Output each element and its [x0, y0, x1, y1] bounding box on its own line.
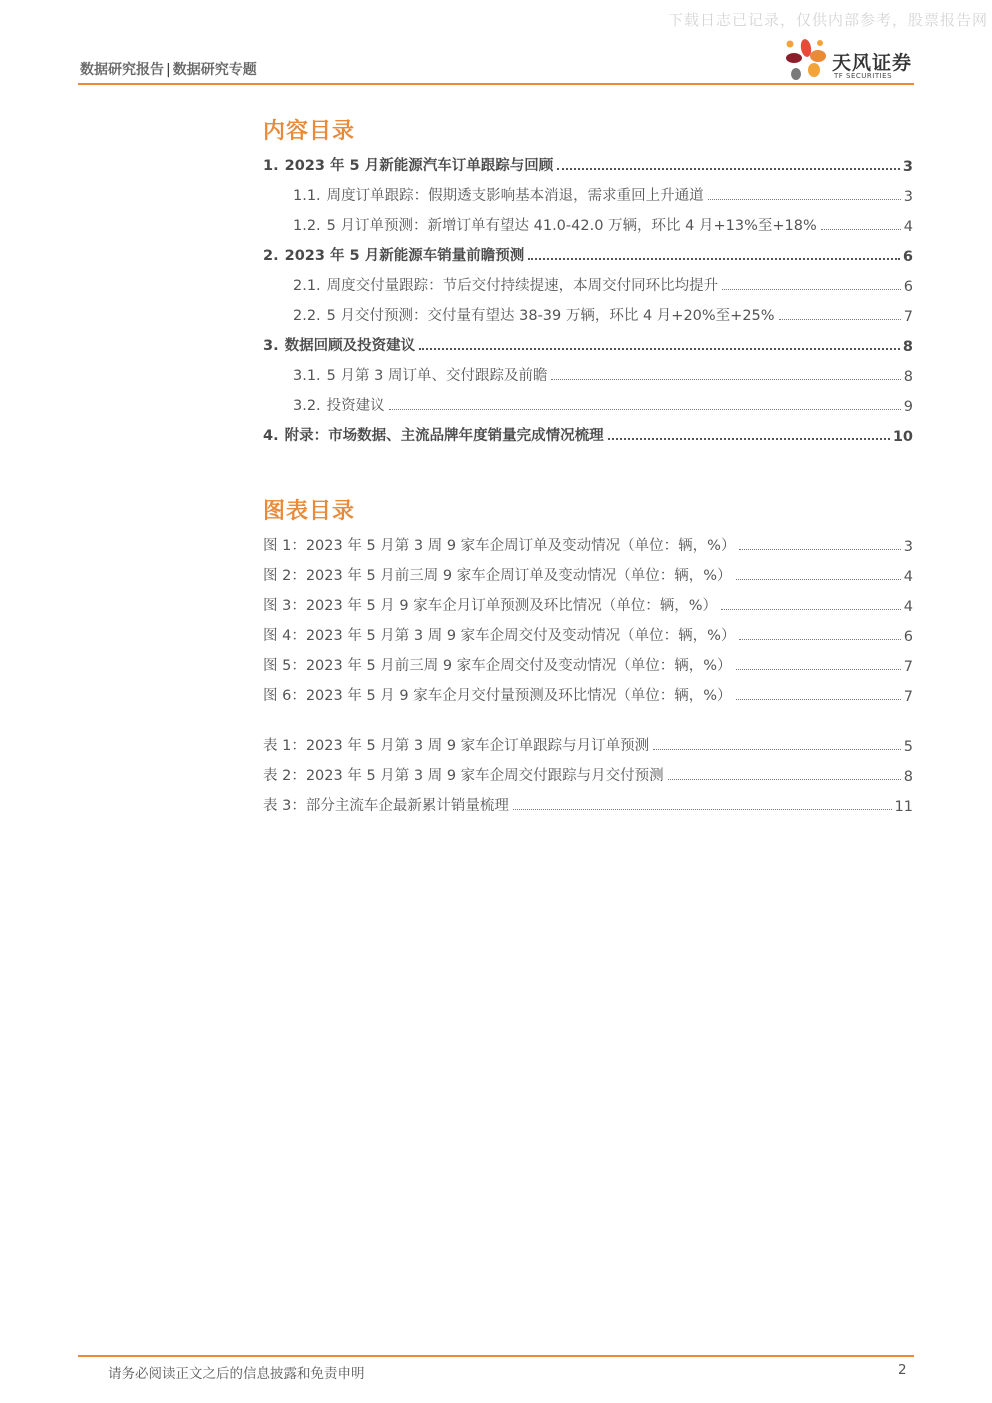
toc-entry-number: 3.: [263, 338, 279, 354]
leader-dots: [557, 168, 900, 170]
figure-entry-label: 图 4：2023 年 5 月第 3 周 9 家车企周交付及变动情况（单位：辆，%）: [263, 628, 736, 644]
toc-entry[interactable]: [293, 183, 913, 205]
toc-entry[interactable]: [293, 213, 913, 235]
figure-entry[interactable]: [263, 683, 913, 705]
table-entry[interactable]: [263, 793, 913, 815]
toc-entry-page: 4: [903, 219, 913, 235]
logo-text-en: TF SECURITIES: [834, 72, 893, 80]
leader-dots: [708, 199, 901, 200]
leader-dots: [779, 319, 901, 320]
toc-entry-number: 1.2.: [293, 218, 321, 234]
toc-entry-number: 2.: [263, 248, 279, 264]
toc-entry-page: 3: [903, 189, 913, 205]
leader-dots: [736, 699, 901, 700]
leader-dots: [389, 409, 901, 410]
figure-entry-page: 4: [903, 569, 913, 585]
logo-text-cn: 天风证券: [832, 52, 913, 74]
toc-entry-label: 周度交付量跟踪：节后交付持续提速，本周交付同环比均提升: [326, 278, 719, 294]
figure-entry-page: 3: [903, 539, 913, 555]
toc-entry-label: 附录：市场数据、主流品牌年度销量完成情况梳理: [284, 428, 604, 444]
toc-entry-label: 2023 年 5 月新能源车销量前瞻预测: [284, 248, 525, 264]
table-entry-label: 表 2：2023 年 5 月第 3 周 9 家车企周交付跟踪与月交付预测: [263, 768, 664, 784]
toc-entry[interactable]: [293, 273, 913, 295]
toc-entry-page: 8: [903, 369, 913, 385]
table-entry[interactable]: [263, 733, 913, 755]
company-logo: [780, 34, 920, 86]
header-rule: [78, 83, 914, 85]
toc-entry-number: 4.: [263, 428, 279, 444]
toc-entry[interactable]: [263, 243, 913, 265]
toc-title: 内容目录: [263, 119, 356, 144]
figure-entry[interactable]: [263, 593, 913, 615]
page-number: 2: [898, 1362, 907, 1378]
leader-dots: [739, 639, 900, 640]
leader-dots: [721, 609, 901, 610]
toc-entry-page: 9: [903, 399, 913, 415]
toc-entry-page: 10: [892, 429, 913, 445]
table-entry[interactable]: [263, 763, 913, 785]
toc-entry-number: 1.: [263, 158, 279, 174]
header-separator: |: [166, 62, 171, 78]
toc-entry-page: 6: [902, 249, 913, 265]
table-entry-page: 5: [903, 739, 913, 755]
figure-entry-label: 图 5：2023 年 5 月前三周 9 家车企周交付及变动情况（单位：辆，%）: [263, 658, 732, 674]
toc-entry-label: 5 月第 3 周订单、交付跟踪及前瞻: [326, 368, 548, 384]
figure-entry[interactable]: [263, 533, 913, 555]
figure-entry-label: 图 1：2023 年 5 月第 3 周 9 家车企周订单及变动情况（单位：辆，%）: [263, 538, 736, 554]
footer-rule: [78, 1355, 914, 1357]
report-category: [80, 59, 257, 79]
figure-entry-page: 7: [903, 689, 913, 705]
leader-dots: [608, 438, 890, 440]
toc-entry-page: 8: [902, 339, 913, 355]
leader-dots: [736, 579, 901, 580]
figure-entry-page: 7: [903, 659, 913, 675]
leader-dots: [513, 809, 892, 810]
toc-entry-label: 5 月交付预测：交付量有望达 38-39 万辆，环比 4 月+20%至+25%: [326, 308, 775, 324]
table-entry-page: 8: [903, 769, 913, 785]
table-entry-label: 表 3：部分主流车企最新累计销量梳理: [263, 798, 509, 814]
figure-entry-label: 图 2：2023 年 5 月前三周 9 家车企周订单及变动情况（单位：辆，%）: [263, 568, 732, 584]
toc-entry-label: 投资建议: [326, 398, 385, 414]
leader-dots: [668, 779, 901, 780]
leader-dots: [528, 258, 900, 260]
toc-entry[interactable]: [293, 393, 913, 415]
figure-entry[interactable]: [263, 653, 913, 675]
toc-entry-number: 3.2.: [293, 398, 321, 414]
toc-entry-label: 周度订单跟踪：假期透支影响基本消退，需求重回上升通道: [326, 188, 704, 204]
figure-entry-page: 6: [903, 629, 913, 645]
toc-entry-number: 2.2.: [293, 308, 321, 324]
table-entry-label: 表 1：2023 年 5 月第 3 周 9 家车企订单跟踪与月订单预测: [263, 738, 650, 754]
toc-entry[interactable]: [263, 153, 913, 175]
leader-dots: [736, 669, 901, 670]
leader-dots: [739, 549, 900, 550]
leader-dots: [722, 289, 901, 290]
toc-entry-label: 5 月订单预测：新增订单有望达 41.0-42.0 万辆，环比 4 月+13%至+18%: [326, 218, 817, 234]
figure-entry-label: 图 6：2023 年 5 月 9 家车企月交付量预测及环比情况（单位：辆，%）: [263, 688, 732, 704]
leader-dots: [821, 229, 901, 230]
tf-flower-logo-icon: [780, 34, 832, 86]
toc-entry-page: 7: [903, 309, 913, 325]
toc-entry[interactable]: [263, 333, 913, 355]
toc-entry-page: 3: [902, 159, 913, 175]
toc-entry-number: 3.1.: [293, 368, 321, 384]
report-topic: 数据研究专题: [172, 62, 257, 78]
toc-entry-page: 6: [903, 279, 913, 295]
toc-entry-number: 2.1.: [293, 278, 321, 294]
watermark: 下载日志已记录，仅供内部参考，股票报告网: [667, 11, 988, 29]
leader-dots: [419, 348, 900, 350]
toc-entry[interactable]: [293, 363, 913, 385]
figure-entry[interactable]: [263, 623, 913, 645]
leader-dots: [551, 379, 900, 380]
footer-disclaimer: 请务必阅读正文之后的信息披露和免责申明: [108, 1366, 365, 1382]
toc-entry-label: 数据回顾及投资建议: [284, 338, 416, 354]
figure-entry-page: 4: [903, 599, 913, 615]
leader-dots: [653, 749, 901, 750]
toc-entry-label: 2023 年 5 月新能源汽车订单跟踪与回顾: [284, 158, 554, 174]
figure-entry[interactable]: [263, 563, 913, 585]
figure-list-title: 图表目录: [263, 499, 356, 524]
table-entry-page: 11: [894, 799, 913, 815]
figure-entry-label: 图 3：2023 年 5 月 9 家车企月订单预测及环比情况（单位：辆，%）: [263, 598, 718, 614]
report-type: 数据研究报告: [80, 62, 164, 78]
toc-entry-number: 1.1.: [293, 188, 321, 204]
toc-entry[interactable]: [263, 423, 913, 445]
toc-entry[interactable]: [293, 303, 913, 325]
